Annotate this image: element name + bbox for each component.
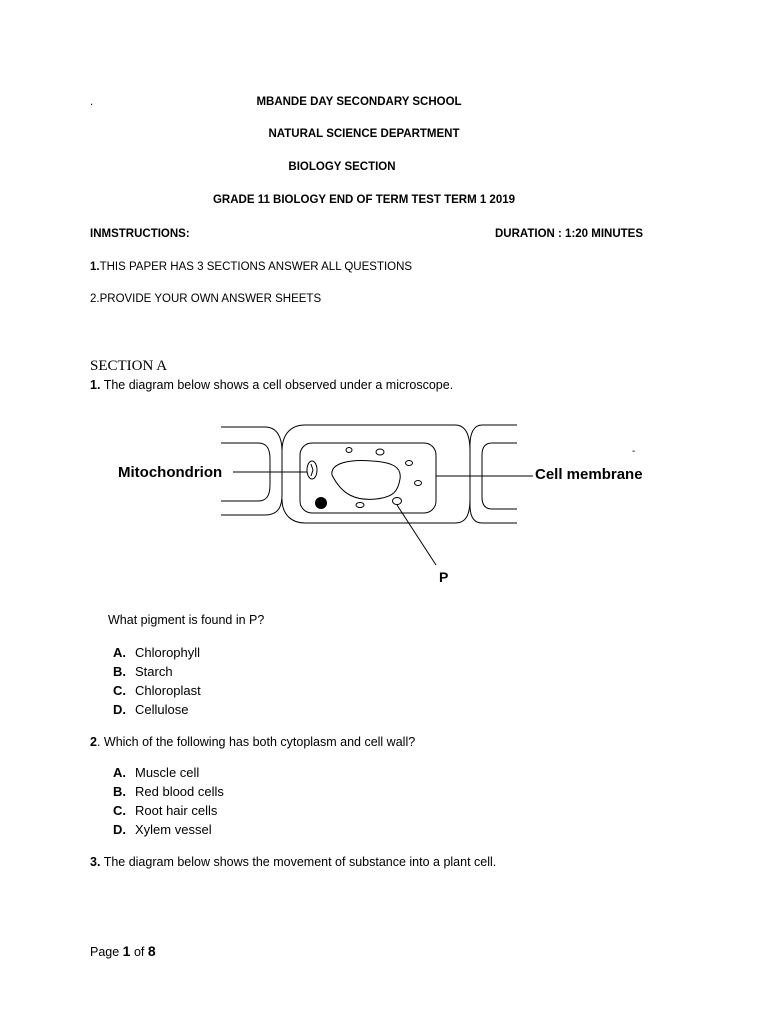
mitochondrion bbox=[307, 461, 317, 479]
duration: DURATION : 1:20 MINUTES bbox=[495, 228, 644, 240]
instructions-label: INMSTRUCTIONS: bbox=[90, 228, 190, 240]
test-title: GRADE 11 BIOLOGY END OF TERM TEST TERM 1 2019 bbox=[212, 194, 516, 206]
question-2: 2. Which of the following has both cytoplasm and cell wall? bbox=[90, 735, 416, 749]
q1-option-c: C. Chloroplast bbox=[113, 683, 201, 698]
section-a-title: SECTION A bbox=[90, 358, 168, 374]
mitochondrion-inner bbox=[311, 464, 313, 476]
section-name: BIOLOGY SECTION bbox=[288, 161, 396, 173]
q2-option-a: A. Muscle cell bbox=[113, 765, 200, 780]
organelle bbox=[376, 449, 384, 455]
organelle bbox=[406, 461, 413, 466]
instruction-2: 2.PROVIDE YOUR OWN ANSWER SHEETS bbox=[90, 293, 322, 305]
organelle bbox=[415, 481, 422, 486]
school-name: MBANDE DAY SECONDARY SCHOOL bbox=[256, 96, 462, 108]
question-3: 3. The diagram below shows the movement of substance into a plant cell. bbox=[90, 855, 497, 869]
q1-option-a: A. Chlorophyll bbox=[113, 645, 201, 660]
q2-option-d: D. Xylem vessel bbox=[113, 822, 212, 837]
organelle bbox=[346, 448, 352, 453]
q1-option-d: D. Cellulose bbox=[113, 702, 189, 717]
chloroplast-p bbox=[393, 498, 402, 505]
question-1: 1. The diagram below shows a cell observed under a microscope. bbox=[90, 378, 454, 392]
instruction-1: 1.THIS PAPER HAS 3 SECTIONS ANSWER ALL QUESTIONS bbox=[90, 261, 413, 273]
left-cell-wall-outline bbox=[221, 427, 282, 515]
q2-option-c: C. Root hair cells bbox=[113, 803, 218, 818]
stray-tick: - bbox=[632, 446, 636, 457]
department-name: NATURAL SCIENCE DEPARTMENT bbox=[268, 128, 460, 140]
right-cell-wall-outline bbox=[470, 425, 517, 523]
nucleus bbox=[315, 497, 327, 509]
q1-option-b: B. Starch bbox=[113, 664, 173, 679]
q2-option-b: B. Red blood cells bbox=[113, 784, 224, 799]
label-p: P bbox=[439, 569, 449, 585]
header-dot: . bbox=[90, 96, 94, 108]
organelle bbox=[356, 503, 364, 508]
label-mitochondrion: Mitochondrion bbox=[118, 464, 223, 481]
question-1-prompt: What pigment is found in P? bbox=[108, 613, 265, 627]
central-cell-wall-bottom bbox=[282, 499, 470, 523]
p-label-line bbox=[397, 505, 436, 565]
central-cell-wall-top bbox=[282, 425, 470, 451]
page-footer: Page 1 of 8 bbox=[90, 943, 156, 959]
label-cell-membrane: Cell membrane bbox=[535, 466, 643, 483]
vacuole bbox=[332, 461, 400, 500]
cell-diagram bbox=[0, 415, 768, 595]
